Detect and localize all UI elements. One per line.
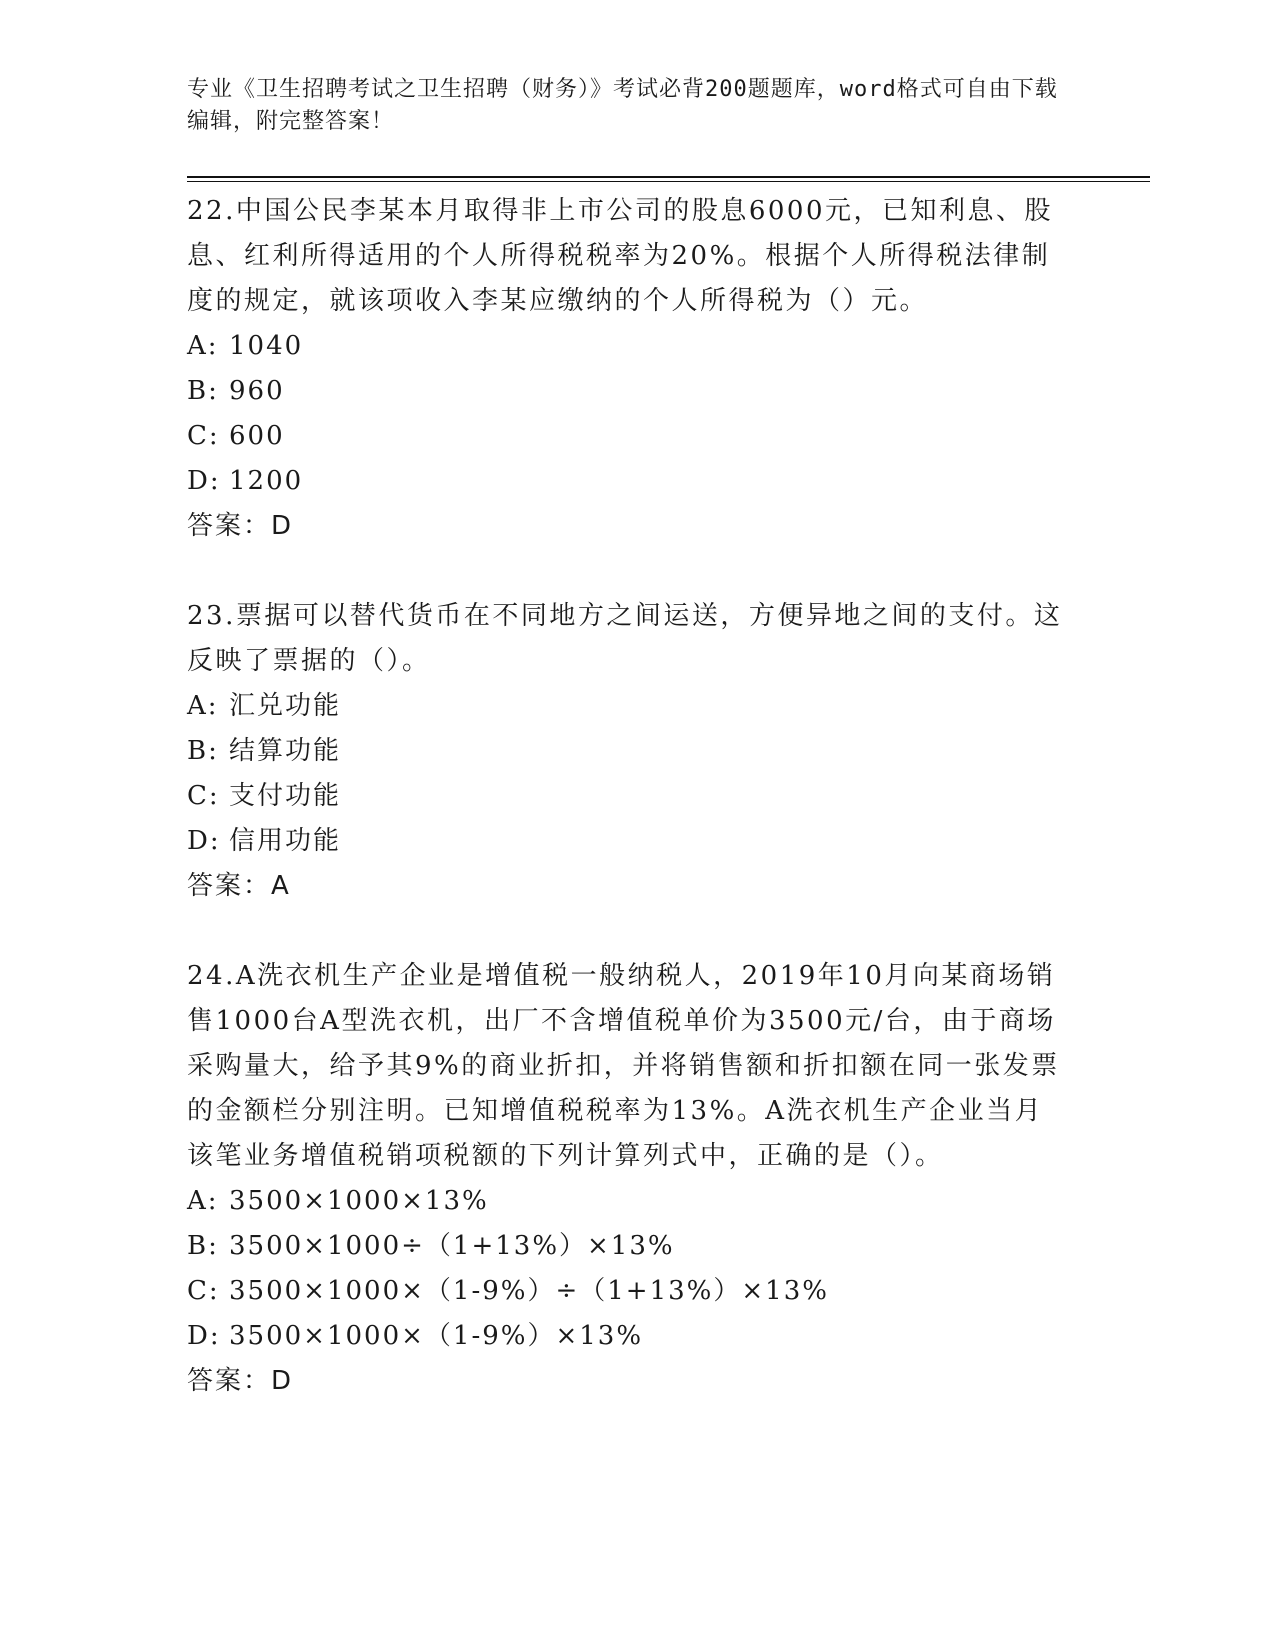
option-key: D: [187, 1321, 221, 1351]
option-key: C: [187, 781, 220, 811]
question-23 [187, 594, 1067, 909]
option-b [187, 1224, 1067, 1269]
question-list [187, 189, 1067, 1404]
option-d [187, 459, 1067, 504]
option-value: 3500×1000×（1-9%）×13% [229, 1321, 644, 1351]
option-key: D: [187, 826, 221, 856]
option-value: 结算功能 [229, 736, 342, 766]
answer-text: 答案：A [187, 871, 291, 901]
header-divider-thin [187, 181, 1150, 182]
question-text: 23.票据可以替代货币在不同地方之间运送，方便异地之间的支付。这反映了票据的（）。 [187, 601, 1063, 676]
option-key: C: [187, 421, 220, 451]
option-key: C: [187, 1276, 220, 1306]
option-value: 600 [229, 421, 285, 451]
option-value: 3500×1000×13% [229, 1186, 489, 1216]
question-spacer [187, 909, 1067, 954]
option-c [187, 774, 1067, 819]
option-a [187, 684, 1067, 729]
option-d [187, 819, 1067, 864]
question-spacer [187, 549, 1067, 594]
option-key: B: [187, 376, 219, 406]
option-b [187, 369, 1067, 414]
option-value: 1200 [229, 466, 304, 496]
option-key: D: [187, 466, 221, 496]
option-key: B: [187, 1231, 219, 1261]
option-key: A: [187, 1186, 219, 1216]
option-c [187, 1269, 1067, 1314]
option-value: 支付功能 [229, 781, 342, 811]
option-b [187, 729, 1067, 774]
option-value: 3500×1000÷（1+13%）×13% [229, 1231, 675, 1261]
question-text: 24.A洗衣机生产企业是增值税一般纳税人，2019年10月向某商场销售1000台A型洗衣机，出厂不含增值税单价为3500元/台，由于商场采购量大，给予其9%的商业折扣，并将销售额和折扣额在同一张发票的金额栏分别注明。已知增值税税率为13%。A洗衣机生产企业当月该笔业务增值税销项税额的下列计算列式中，正确的是（）。 [187, 961, 1060, 1171]
option-value: 3500×1000×（1-9%）÷（1+13%）×13% [229, 1276, 829, 1306]
question-text: 22.中国公民李某本月取得非上市公司的股息6000元，已知利息、股息、红利所得适用的个人所得税税率为20%。根据个人所得税法律制度的规定，就该项收入李某应缴纳的个人所得税为（）元。 [187, 196, 1054, 316]
header-divider-thick [187, 176, 1150, 178]
question-24 [187, 954, 1067, 1404]
document-header: 专业《卫生招聘考试之卫生招聘（财务）》考试必背200题题库，word格式可自由下载编辑，附完整答案！ [187, 77, 1058, 134]
option-value: 汇兑功能 [229, 691, 342, 721]
option-key: B: [187, 736, 219, 766]
option-a [187, 324, 1067, 369]
option-value: 信用功能 [229, 826, 342, 856]
option-value: 1040 [229, 331, 304, 361]
answer-text: 答案：D [187, 511, 294, 541]
option-value: 960 [229, 376, 285, 406]
option-c [187, 414, 1067, 459]
option-a [187, 1179, 1067, 1224]
answer-text: 答案：D [187, 1366, 294, 1396]
option-d [187, 1314, 1067, 1359]
question-22 [187, 189, 1067, 549]
option-key: A: [187, 691, 219, 721]
option-key: A: [187, 331, 219, 361]
